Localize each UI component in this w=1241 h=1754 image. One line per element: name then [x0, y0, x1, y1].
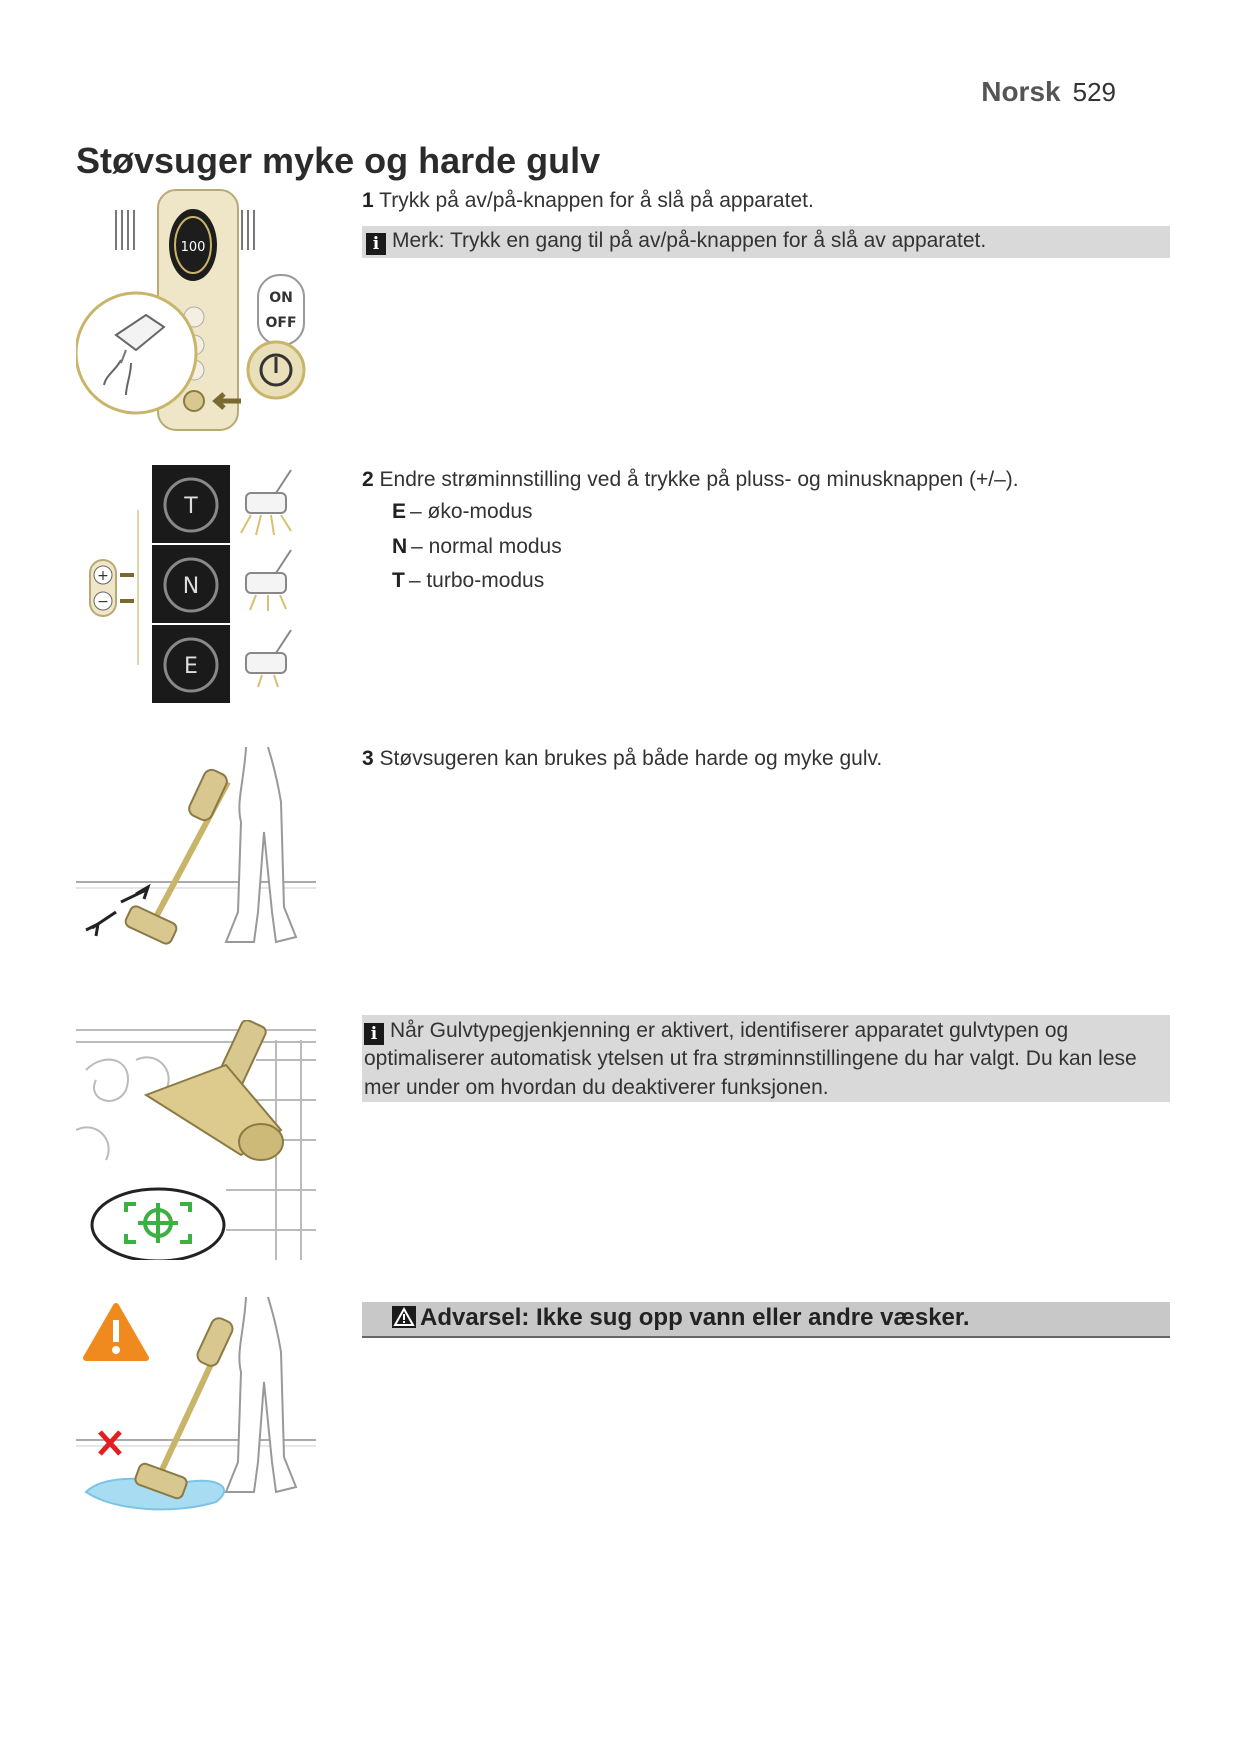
step2-text: [362, 466, 1019, 493]
floor-detection-note: [362, 1015, 1170, 1102]
step1-text: [362, 187, 814, 214]
mode-label: – øko-modus: [410, 500, 533, 523]
mode-item-turbo: [392, 569, 544, 593]
display-value: 100: [180, 240, 206, 255]
mode-label: – normal modus: [411, 535, 562, 558]
power-button-illustration: [76, 185, 316, 435]
off-label: OFF: [265, 315, 297, 331]
step2-number: 2: [362, 468, 374, 491]
page-number: 529: [1072, 77, 1116, 107]
mode-key: E: [392, 500, 407, 523]
vacuuming-floor-illustration: [76, 742, 316, 962]
step1-note-text: Merk: Trykk en gang til på av/på-knappen for å slå av apparatet.: [392, 229, 987, 252]
power-modes-illustration: [86, 465, 316, 710]
mode-key: N: [392, 535, 408, 558]
no-liquids-illustration: [76, 1292, 316, 1522]
page-title: Støvsuger myke og harde gulv: [76, 140, 601, 181]
info-icon: i: [366, 233, 386, 255]
on-label: ON: [269, 290, 293, 306]
step3-number: 3: [362, 747, 374, 770]
mode-item-eco: [392, 500, 533, 524]
svg-text:+: +: [97, 568, 109, 584]
mode-letter-n: N: [182, 574, 200, 599]
step1-number: 1: [362, 189, 374, 212]
svg-text:−: −: [97, 594, 109, 610]
floor-detection-note-text: Når Gulvtypegjenkjenning er aktivert, identifiserer apparatet gulvtypen og optimaliserer automatisk ytelsen ut fra strøminnstillingene du har valgt. Du kan lese mer under om hvordan du deaktiverer funksjonen.: [364, 1019, 1137, 1099]
warning-banner: [362, 1302, 1170, 1338]
mode-letter-e: E: [184, 654, 198, 679]
warning-text: Advarsel: Ikke sug opp vann eller andre væsker.: [420, 1304, 970, 1331]
step1-note: [362, 226, 1170, 258]
mode-label: – turbo-modus: [408, 569, 545, 592]
page-header: [981, 76, 1116, 108]
mode-key: T: [392, 569, 405, 592]
info-icon: i: [364, 1023, 384, 1045]
floor-detection-illustration: [76, 1020, 316, 1260]
step1-instruction: Trykk på av/på-knappen for å slå på apparatet.: [379, 189, 814, 212]
step2-instruction: Endre strøminnstilling ved å trykke på pluss- og minusknappen (+/–).: [379, 468, 1019, 491]
mode-letter-t: T: [184, 494, 198, 519]
step3-text: [362, 745, 882, 772]
step3-instruction: Støvsugeren kan brukes på både harde og myke gulv.: [379, 747, 883, 770]
mode-item-normal: [392, 535, 562, 559]
warning-icon: [392, 1306, 416, 1328]
language-label: Norsk: [981, 76, 1061, 107]
